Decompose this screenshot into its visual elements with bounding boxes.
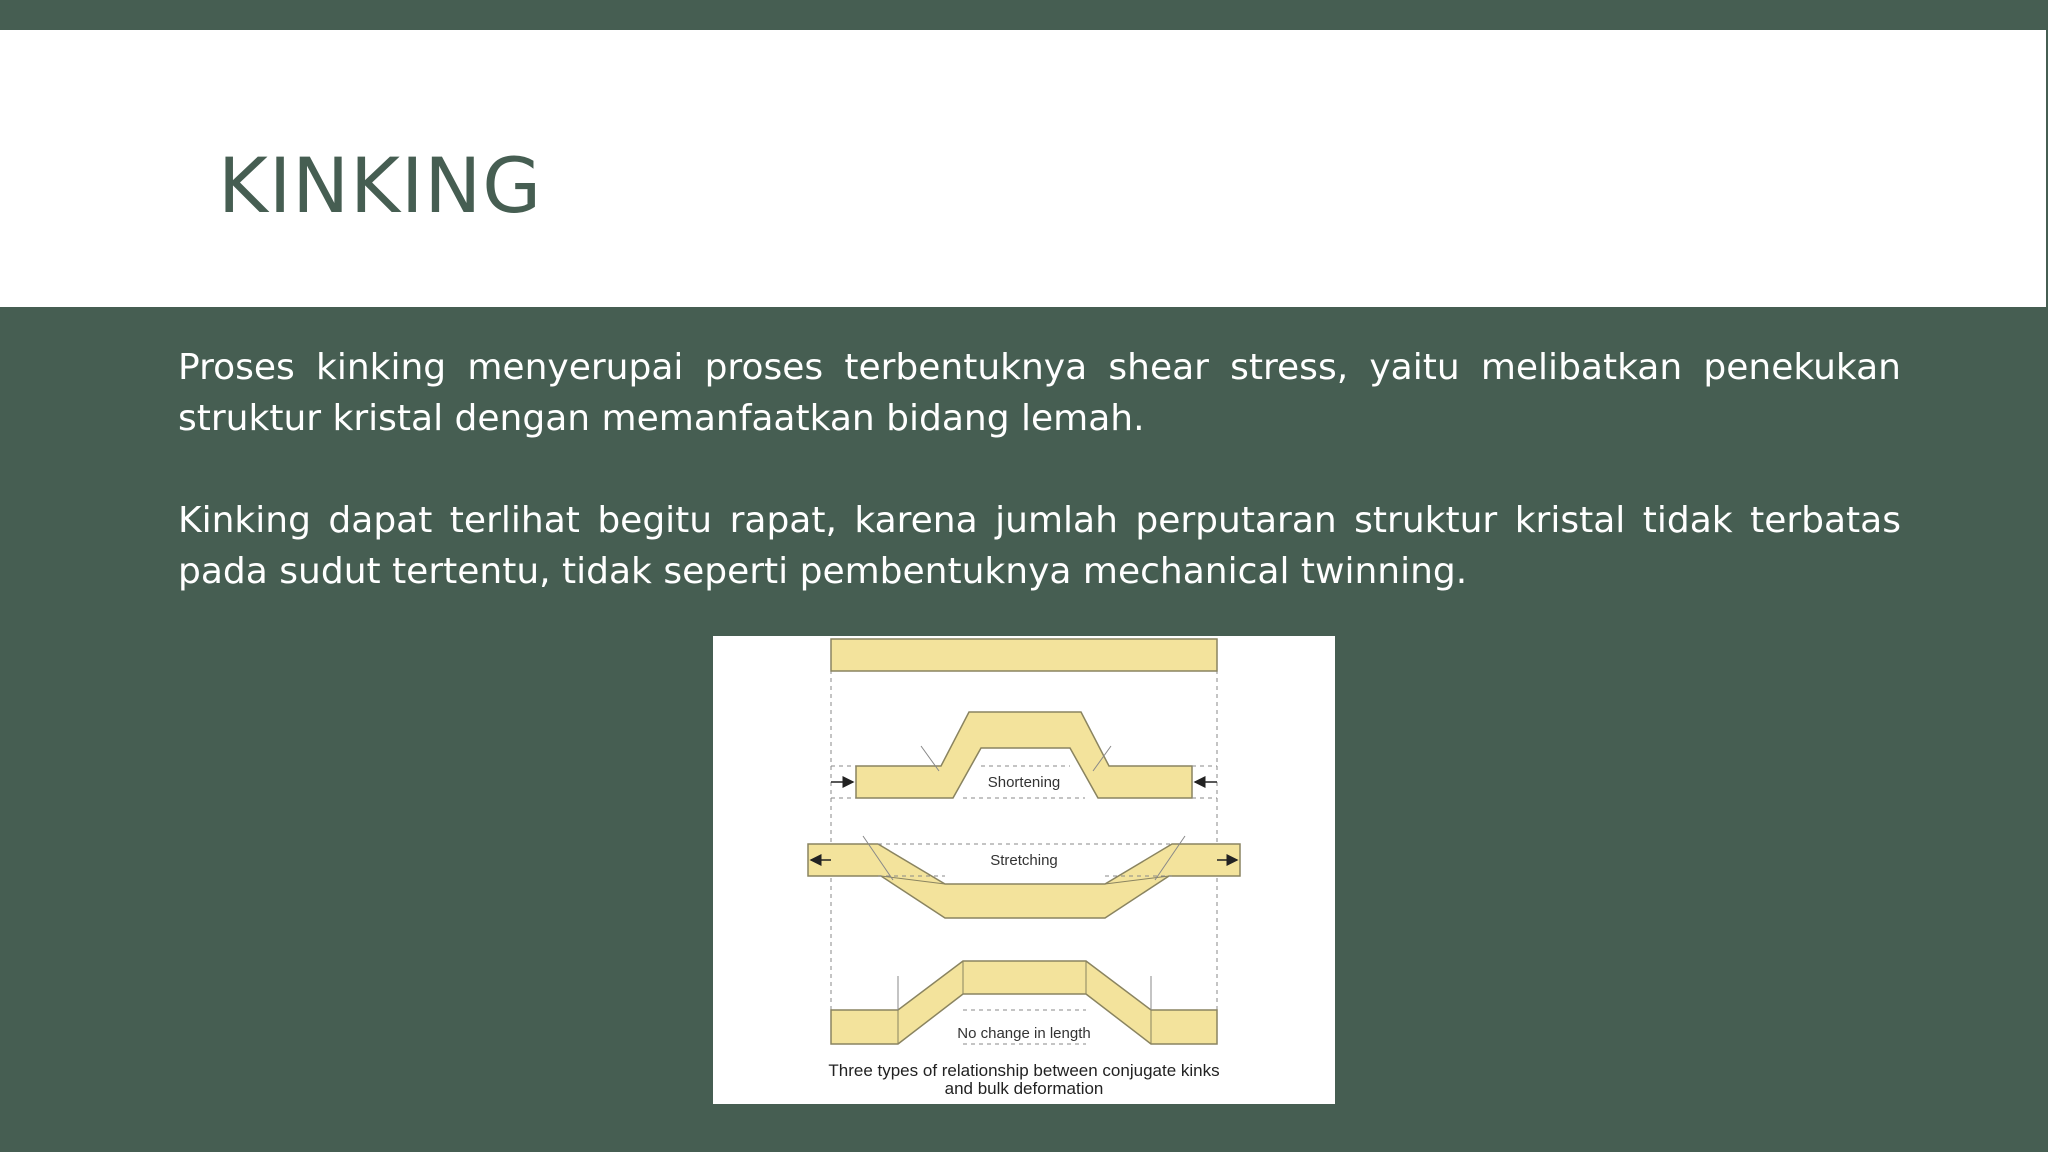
original-layer <box>831 639 1217 671</box>
kink-diagram <box>713 636 1335 1104</box>
stretching-label: Stretching <box>990 852 1058 869</box>
figure-caption-line-2: and bulk deformation <box>944 1079 1104 1098</box>
no-change-kink <box>831 961 1217 1044</box>
figure-caption-line-1: Three types of relationship between conjugate kinks <box>828 1061 1220 1080</box>
slide-title: KINKING <box>218 141 543 230</box>
no-change-label: No change in length <box>957 1025 1091 1042</box>
paragraph-1: Proses kinking menyerupai proses terbentuknya shear stress, yaitu melibatkan penekukan struktur kristal dengan memanfaatkan bidang lemah. <box>178 347 1901 439</box>
stretching-kink <box>808 836 1240 918</box>
kinking-figure <box>713 636 1335 1104</box>
shortening-label: Shortening <box>987 774 1061 791</box>
title-band <box>0 30 2048 307</box>
shortening-kink <box>831 712 1217 798</box>
paragraph-2: Kinking dapat terlihat begitu rapat, karena jumlah perputaran struktur kristal tidak terbatas pada sudut tertentu, tidak seperti pembentuknya mechanical twinning. <box>178 500 1901 592</box>
